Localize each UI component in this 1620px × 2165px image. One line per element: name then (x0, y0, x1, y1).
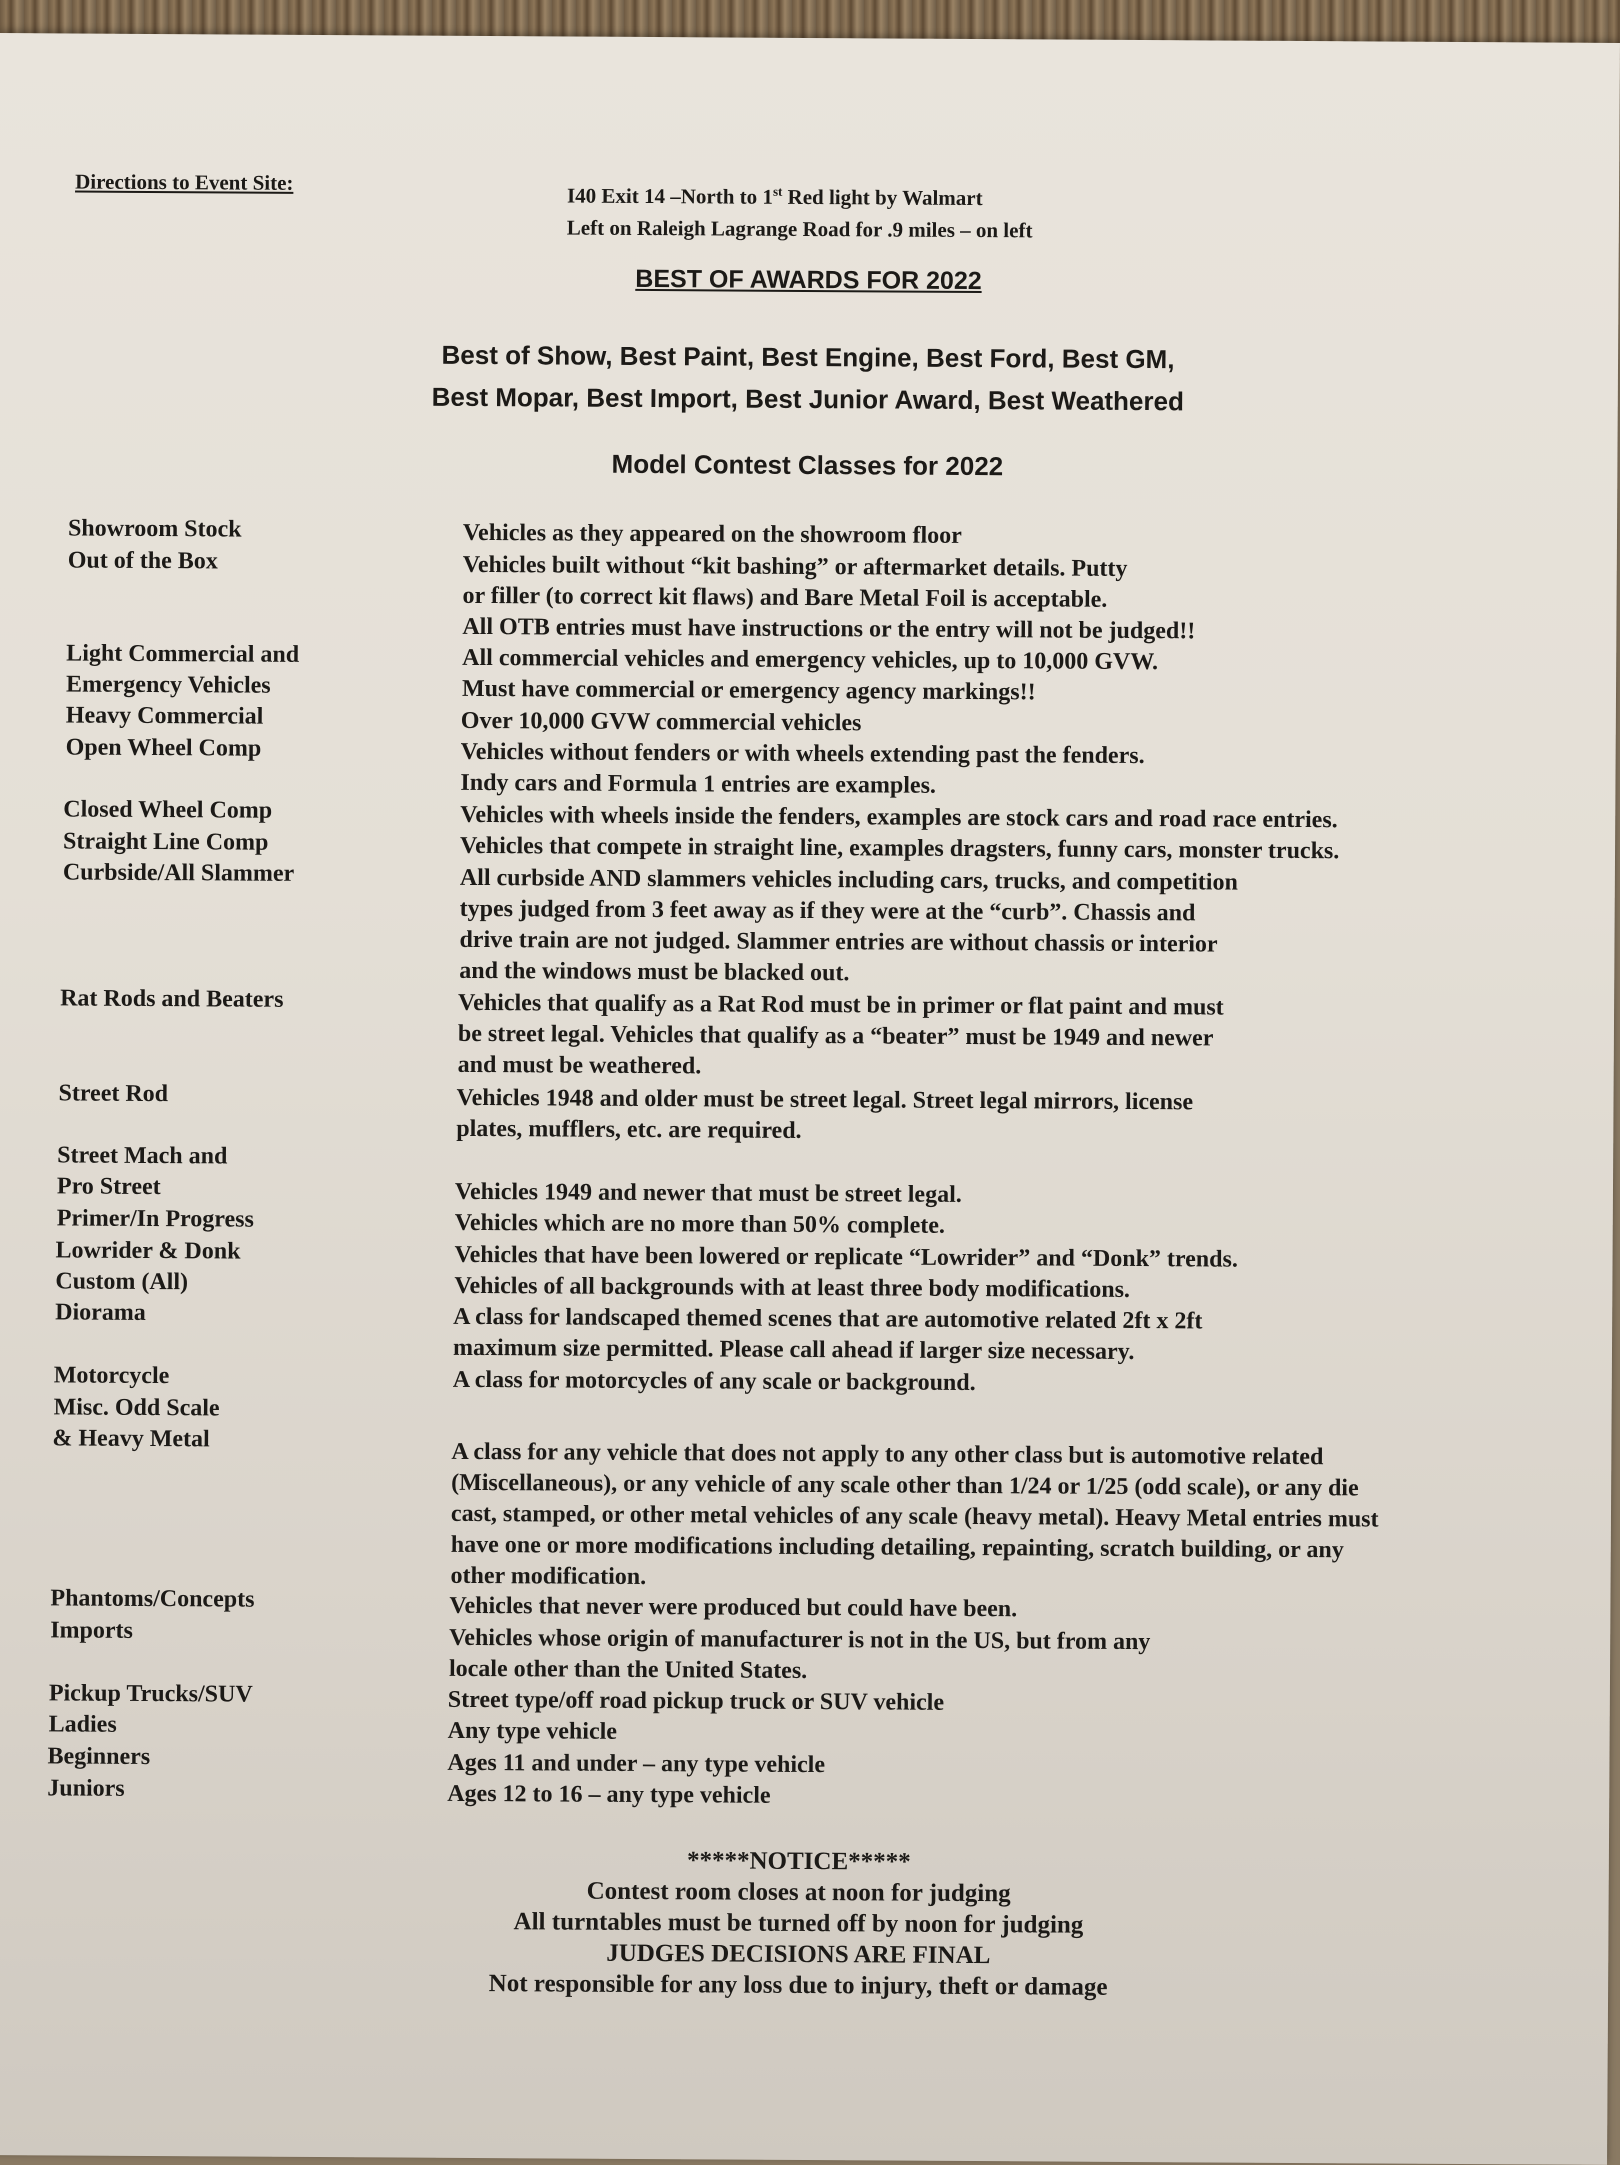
class-label-imports: Imports (50, 1617, 134, 1644)
awards-list (0, 331, 1618, 425)
notice-line-4: Not responsible for any loss due to injury, theft or damage (488, 1970, 1108, 2001)
awards-title: BEST OF AWARDS FOR 2022 (635, 264, 982, 296)
class-desc-line: Vehicles which are no more than 50% complete. (454, 1209, 946, 1239)
class-label-curbside-slammer: Curbside/All Slammer (62, 859, 295, 887)
class-label-street-rod: Street Rod (58, 1080, 169, 1108)
class-label-phantoms-concepts: Phantoms/Concepts (50, 1585, 255, 1613)
class-label-out-of-the-box: Out of the Box (67, 547, 218, 575)
class-label-pickup-trucks-suv: Pickup Trucks/SUV (48, 1680, 253, 1708)
class-desc-line: Vehicles whose origin of manufacturer is not in the US, but from any (449, 1624, 1151, 1656)
class-desc-line: Vehicles 1949 and newer that must be street legal. (454, 1178, 962, 1208)
directions-line-1: I40 Exit 14 –North to 1st Red light by Walmart (566, 183, 983, 211)
directions-line-2: Left on Raleigh Lagrange Road for .9 miles – on left (566, 215, 1033, 243)
class-label-heavy-metal: & Heavy Metal (52, 1425, 210, 1453)
class-desc-line: Ages 12 to 16 – any type vehicle (447, 1780, 771, 1809)
class-desc-line: plates, mufflers, etc. are required. (456, 1115, 802, 1144)
class-desc-line: (Miscellaneous), or any vehicle of any scale other than 1/24 or 1/25 (odd scale), or any die (451, 1469, 1359, 1502)
class-desc-line: Vehicles built without “kit bashing” or aftermarket details. Putty (462, 551, 1128, 582)
class-desc-line: types judged from 3 feet away as if they were at the “curb”. Chassis and (459, 895, 1196, 927)
class-label-beginners: Beginners (47, 1743, 151, 1771)
directions-text (567, 175, 1033, 247)
class-desc-line: A class for any vehicle that does not apply to any other class but is automotive related (451, 1438, 1324, 1471)
class-desc-line: Vehicles with wheels inside the fenders, examples are stock cars and road race entries. (460, 801, 1338, 834)
class-desc-line: Vehicles of all backgrounds with at least three body modifications. (454, 1272, 1131, 1303)
flyer-page (0, 33, 1620, 2165)
class-desc-line: A class for motorcycles of any scale or background. (452, 1366, 976, 1397)
class-label-ladies: Ladies (48, 1711, 117, 1738)
class-desc-line: Vehicles 1948 and older must be street legal. Street legal mirrors, license (456, 1084, 1194, 1116)
class-desc-line: All curbside AND slammers vehicles including cars, trucks, and competition (459, 864, 1238, 896)
classes-title: Model Contest Classes for 2022 (611, 448, 1004, 482)
awards-line-1: Best of Show, Best Paint, Best Engine, Best Ford, Best GM, (441, 339, 1175, 375)
class-desc-line: have one or more modifications including detailing, repainting, scratch building, or any (450, 1531, 1344, 1564)
notice-block (0, 1841, 1609, 2006)
class-label-pro-street: Pro Street (56, 1173, 161, 1201)
class-desc-line: Vehicles that never were produced but could have been. (449, 1592, 1018, 1623)
class-desc-line: Vehicles that have been lowered or replicate “Lowrider” and “Donk” trends. (454, 1241, 1238, 1273)
class-desc-line: drive train are not judged. Slammer entries are without chassis or interior (459, 926, 1218, 958)
class-label-showroom-stock: Showroom Stock (67, 515, 242, 543)
class-desc-line: other modification. (450, 1562, 647, 1591)
class-label-street-mach: Street Mach and (57, 1142, 228, 1170)
class-desc-line: and must be weathered. (457, 1051, 702, 1080)
class-desc-line: Ages 11 and under – any type vehicle (447, 1749, 826, 1779)
class-label-rat-rods: Rat Rods and Beaters (60, 985, 284, 1013)
class-label-custom: Custom (All) (55, 1268, 189, 1296)
class-label-lowrider-donk: Lowrider & Donk (55, 1237, 241, 1265)
class-desc-line: Indy cars and Formula 1 entries are examples. (460, 769, 937, 799)
class-desc-line: be street legal. Vehicles that qualify as a “beater” must be 1949 and newer (457, 1020, 1214, 1052)
class-label-closed-wheel-comp: Closed Wheel Comp (63, 796, 273, 824)
awards-line-2: Best Mopar, Best Import, Best Junior Award, Best Weathered (431, 381, 1185, 417)
class-desc-line: Vehicles as they appeared on the showroom floor (462, 519, 962, 549)
class-desc-line: Vehicles that compete in straight line, examples dragsters, funny cars, monster trucks. (459, 832, 1340, 865)
class-desc-line: All OTB entries must have instructions or the entry will not be judged!! (462, 613, 1196, 645)
class-label-emergency-vehicles: Emergency Vehicles (65, 671, 271, 699)
class-desc-line: Must have commercial or emergency agency markings!! (461, 675, 1036, 706)
notice-line-1: Contest room closes at noon for judging (586, 1877, 1011, 1908)
class-label-open-wheel-comp: Open Wheel Comp (65, 734, 262, 762)
notice-line-3: JUDGES DECISIONS ARE FINAL (606, 1939, 991, 1970)
class-desc-line: A class for landscaped themed scenes that are automotive related 2ft x 2ft (453, 1303, 1203, 1335)
directions-label: Directions to Event Site: (75, 169, 294, 195)
class-label-heavy-commercial: Heavy Commercial (65, 702, 264, 730)
class-label-primer-in-progress: Primer/In Progress (56, 1205, 254, 1233)
class-desc-line: maximum size permitted. Please call ahead if larger size necessary. (452, 1334, 1135, 1366)
class-label-motorcycle: Motorcycle (53, 1362, 170, 1390)
class-desc-line: or filler (to correct kit flaws) and Bare Metal Foil is acceptable. (462, 582, 1108, 613)
class-desc-line: Street type/off road pickup truck or SUV vehicle (447, 1686, 945, 1716)
class-label-diorama: Diorama (55, 1299, 146, 1326)
class-label-juniors: Juniors (47, 1775, 125, 1802)
class-label-misc-odd-scale: Misc. Odd Scale (53, 1394, 220, 1422)
notice-line-2: All turntables must be turned off by noon for judging (513, 1908, 1084, 1939)
class-desc-line: and the windows must be blacked out. (459, 957, 850, 987)
class-desc-line: Vehicles that qualify as a Rat Rod must be in primer or flat paint and must (458, 989, 1224, 1021)
class-desc-line: Over 10,000 GVW commercial vehicles (460, 707, 862, 737)
class-desc-line: Vehicles without fenders or with wheels extending past the fenders. (460, 738, 1145, 770)
class-label-light-commercial: Light Commercial and (66, 640, 300, 668)
class-desc-line: locale other than the United States. (448, 1655, 808, 1685)
class-label-straight-line-comp: Straight Line Comp (62, 828, 269, 856)
class-desc-line: cast, stamped, or other metal vehicles of any scale (heavy metal). Heavy Metal entries must (450, 1500, 1379, 1533)
class-desc-line: All commercial vehicles and emergency vehicles, up to 10,000 GVW. (462, 644, 1159, 676)
notice-heading: *****NOTICE***** (686, 1847, 911, 1876)
class-desc-line: Any type vehicle (447, 1717, 618, 1745)
